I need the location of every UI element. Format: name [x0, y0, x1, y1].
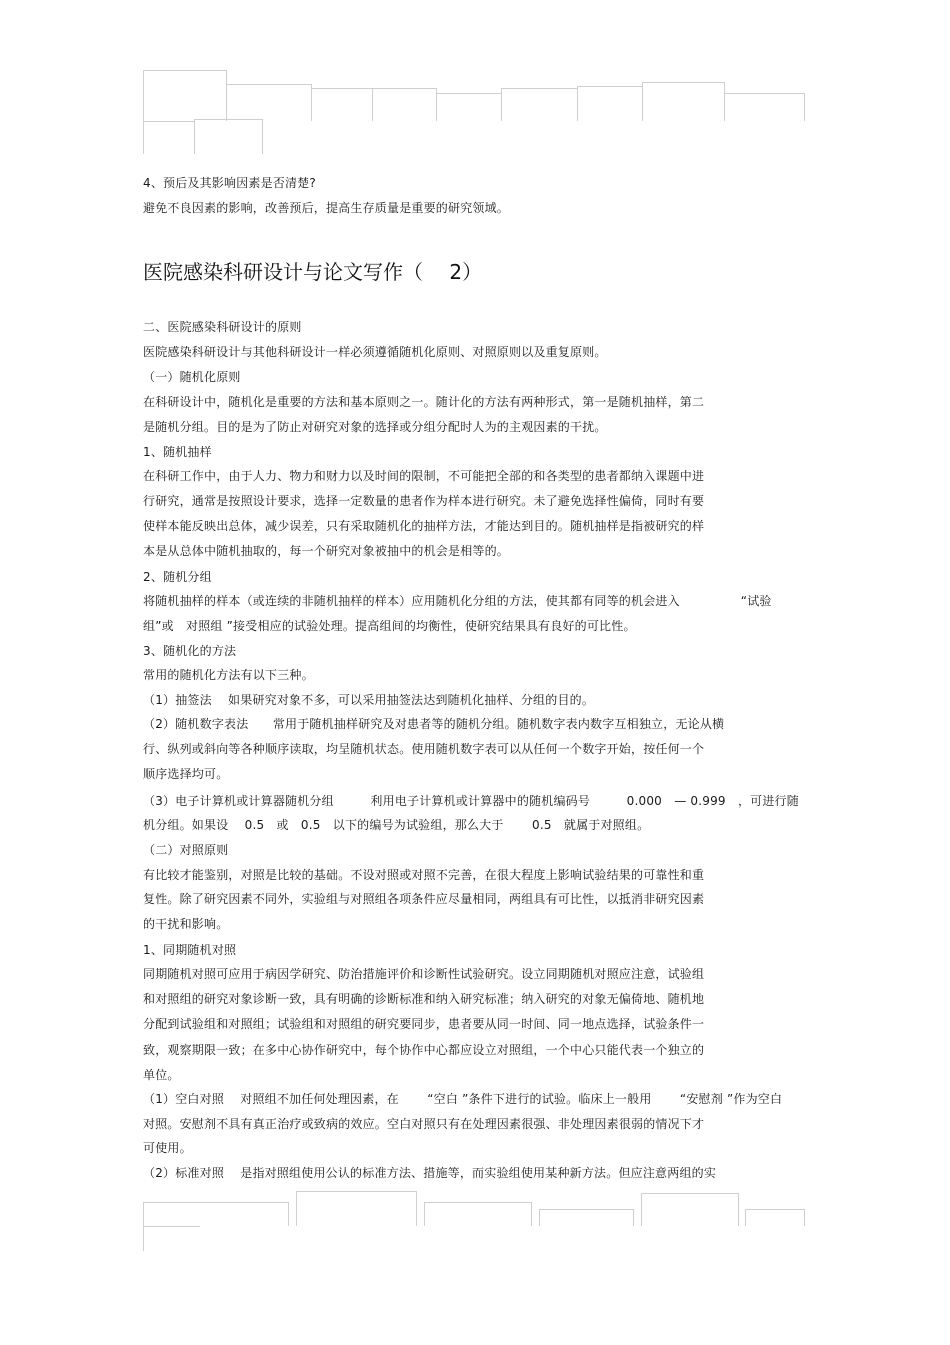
table-fragment: [539, 1209, 634, 1226]
paragraph-line: 可使用。: [143, 1141, 192, 1155]
paragraph-line: 的干扰和影响。: [143, 917, 229, 931]
table-fragment: [641, 1193, 739, 1226]
paragraph-line: 和对照组的研究对象诊断一致，具有明确的诊断标准和纳入研究标准；纳入研究的对象无偏倚地、随机地: [143, 992, 705, 1006]
table-fragment: [501, 88, 578, 121]
paragraph-line: 分配到试验组和对照组；试验组和对照组的研究要同步，患者要从同一时间、同一地点选择，试验条件一: [143, 1017, 705, 1031]
paragraph-line: 二、医院感染科研设计的原则: [143, 320, 302, 334]
intro-line: 避免不良因素的影响，改善预后，提高生存质量是重要的研究领域。: [143, 201, 510, 215]
paragraph-line: 同期随机对照可应用于病因学研究、防治措施评价和诊断性试验研究。设立同期随机对照应注意，试验组: [143, 967, 705, 981]
paragraph-line: （1）空白对照 对照组不加任何处理因素，在 “空白 ”条件下进行的试验。临床上一般用 “安慰剂 ”作为空白: [143, 1092, 783, 1106]
paragraph-line: 在科研工作中，由于人力、物力和财力以及时间的限制，不可能把全部的和各类型的患者都纳入课题中进: [143, 469, 705, 483]
paragraph-line: 1、随机抽样: [143, 445, 212, 459]
table-fragment: [143, 1202, 289, 1226]
table-fragment: [311, 88, 373, 121]
paragraph-line: 单位。: [143, 1068, 180, 1082]
paragraph-line: 对照。安慰剂不具有真正治疗或致病的效应。空白对照只有在处理因素很强、非处理因素很弱的情况下才: [143, 1117, 705, 1131]
paragraph-line: 医院感染科研设计与其他科研设计一样必须遵循随机化原则、对照原则以及重复原则。: [143, 345, 607, 359]
paragraph-line: 致，观察期限一致；在多中心协作研究中，每个协作中心都应设立对照组，一个中心只能代表一个独立的: [143, 1043, 705, 1057]
paragraph-line: （2）随机数字表法 常用于随机抽样研究及对患者等的随机分组。随机数字表内数字互相独立，无论从横: [143, 717, 725, 731]
paragraph-line: 是随机分组。目的是为了防止对研究对象的选择或分组分配时人为的主观因素的干扰。: [143, 420, 607, 434]
paragraph-line: 复性。除了研究因素不同外，实验组与对照组各项条件应尽量相同，两组具有可比性，以抵消非研究因素: [143, 892, 705, 906]
table-fragment: [143, 70, 227, 121]
intro-line: 4、预后及其影响因素是否清楚?: [143, 176, 317, 190]
paragraph-line: 有比较才能鉴别，对照是比较的基础。不设对照或对照不完善，在很大程度上影响试验结果的可靠性和重: [143, 868, 705, 882]
table-fragment: [642, 82, 725, 121]
table-fragment: [143, 1226, 200, 1251]
paragraph-line: 顺序选择均可。: [143, 767, 229, 781]
paragraph-line: 行、纵列或斜向等各种顺序读取，均呈随机状态。使用随机数字表可以从任何一个数字开始，按任何一个: [143, 742, 705, 756]
table-fragment: [194, 119, 263, 154]
table-fragment: [226, 84, 312, 121]
page-title: 医院感染科研设计与论文写作（ 2）: [143, 260, 483, 284]
paragraph-line: 使样本能反映出总体，减少误差，只有采取随机化的抽样方法，才能达到目的。随机抽样是指被研究的样: [143, 519, 705, 533]
table-fragment: [372, 88, 437, 121]
table-fragment: [745, 1209, 805, 1226]
paragraph-line: （1）抽签法 如果研究对象不多，可以采用抽签法达到随机化抽样、分组的目的。: [143, 693, 595, 707]
paragraph-line: 机分组。如果设 0.5 或 0.5 以下的编号为试验组，那么大于 0.5 就属于对照组。: [143, 818, 650, 832]
paragraph-line: 组”或 对照组 ”接受相应的试验处理。提高组间的均衡性，使研究结果具有良好的可比性。: [143, 619, 636, 633]
table-fragment: [436, 93, 502, 121]
paragraph-line: 2、随机分组: [143, 570, 212, 584]
table-fragment: [724, 93, 805, 121]
table-fragment: [424, 1202, 532, 1226]
paragraph-line: （二）对照原则: [143, 843, 229, 857]
paragraph-line: （2）标准对照 是指对照组使用公认的标准方法、措施等，而实验组使用某种新方法。但应注意两组的实: [143, 1166, 717, 1180]
paragraph-line: （一）随机化原则: [143, 370, 241, 384]
table-fragment: [143, 121, 195, 154]
table-fragment: [296, 1191, 417, 1226]
paragraph-line: 3、随机化的方法: [143, 644, 237, 658]
paragraph-line: 1、同期随机对照: [143, 943, 237, 957]
paragraph-line: （3）电子计算机或计算器随机分组 利用电子计算机或计算器中的随机编码号 0.000 — 0.999 ，可进行随: [143, 794, 799, 808]
paragraph-line: 将随机抽样的样本（或连续的非随机抽样的样本）应用随机化分组的方法，使其都有同等的机会进入 “试验: [143, 594, 772, 608]
paragraph-line: 行研究，通常是按照设计要求，选择一定数量的患者作为样本进行研究。未了避免选择性偏倚，同时有要: [143, 494, 705, 508]
paragraph-line: 常用的随机化方法有以下三种。: [143, 668, 314, 682]
table-fragment: [577, 86, 643, 121]
paragraph-line: 本是从总体中随机抽取的，每一个研究对象被抽中的机会是相等的。: [143, 544, 510, 558]
paragraph-line: 在科研设计中，随机化是重要的方法和基本原则之一。随计化的方法有两种形式，第一是随机抽样，第二: [143, 395, 705, 409]
